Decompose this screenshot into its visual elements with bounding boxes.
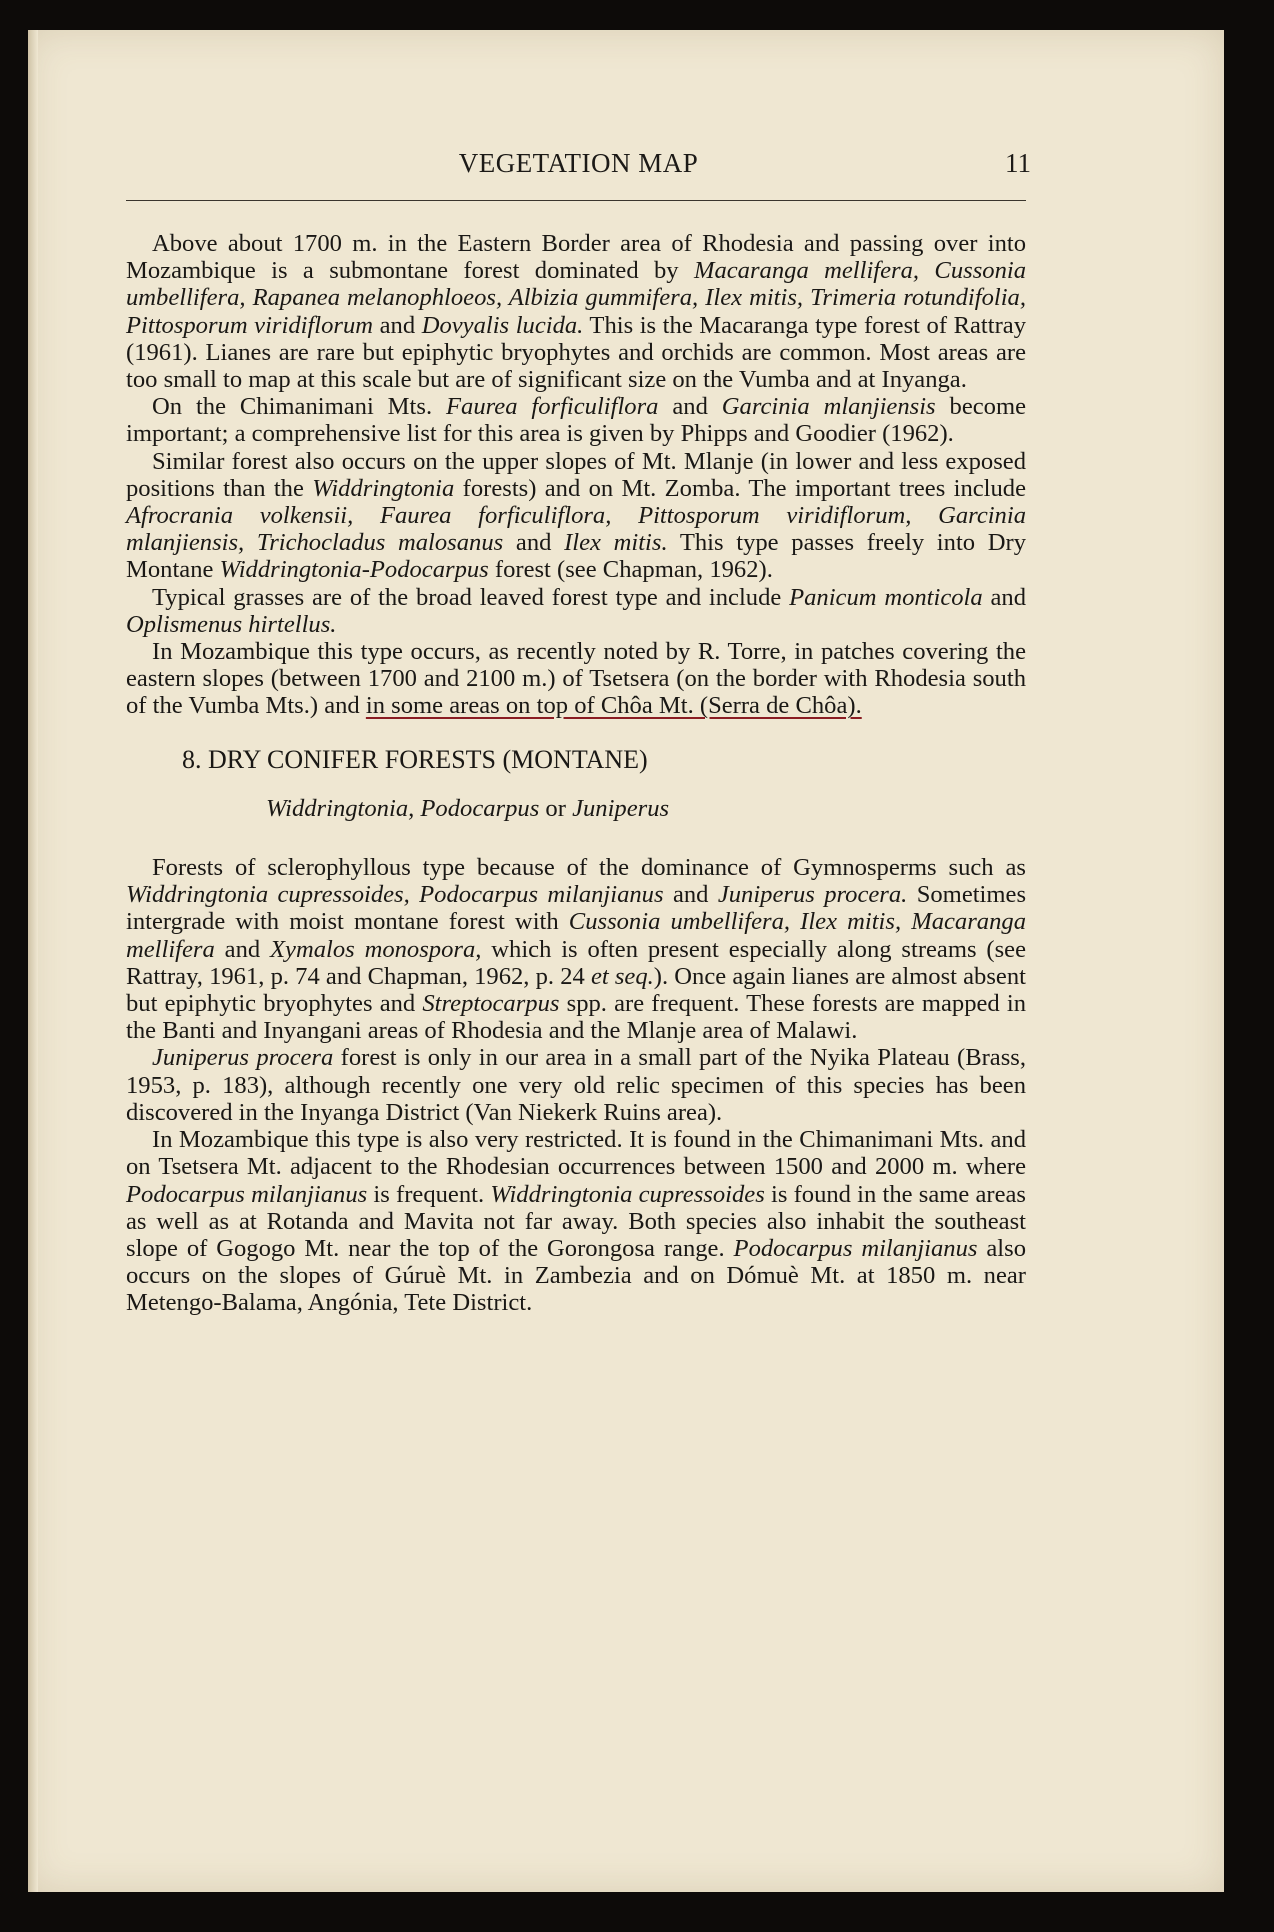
species-name: Widdringtonia cupressoides xyxy=(490,1180,765,1208)
paragraph-mlanje xyxy=(126,448,1026,584)
text-run: On the Chimanimani Mts. xyxy=(152,393,446,421)
paragraph-mozambique-restricted xyxy=(126,1126,1026,1316)
species-name: Panicum monticola xyxy=(789,583,983,611)
latin-abbrev: et seq. xyxy=(590,962,654,990)
text-run: forest is only in our area in a small part of the Nyika Plateau (Brass, 1953, p. 183), although recently one very old relic specimen of this species has been discovered in the Inyanga District (Van Niekerk Ruins area). xyxy=(126,1044,1027,1126)
species-list: Macaranga mellifera, Cussonia umbellifera, Rapanea melanophloeos, Albizia gummifera, Ilex mitis, Trimeria rotundifolia, Pittosporum viridiflorum xyxy=(126,257,1026,339)
text-run: and xyxy=(503,529,565,557)
species-name: Faurea forficuliflora xyxy=(446,393,659,421)
running-head xyxy=(126,148,1031,184)
section-heading: 8. DRY CONIFER FORESTS (MONTANE) xyxy=(182,744,648,774)
paragraph-submontane-forest xyxy=(126,230,1026,393)
text-run: and xyxy=(982,583,1026,611)
species-name: Widdringtonia-Podocarpus xyxy=(219,556,489,584)
species-name: Oplismenus hirtellus. xyxy=(126,610,337,638)
species-list: Afrocrania volkensii, Faurea forficuliflora, Pittosporum viridiflorum, Garcinia mlanjiensis, Trichocladus malosanus xyxy=(126,502,1026,557)
text-run: In Mozambique this type is also very restricted. It is found in the Chimanimani Mts. and on Tsetsera Mt. adjacent to the Rhodesian occurrences between 1500 and 2000 m. where xyxy=(126,1126,1026,1181)
text-run: spp. are frequent. These forests are mapped in the Banti and Inyangani areas of Rhodesia and the Mlanje area of Malawi. xyxy=(126,990,1026,1045)
species-name: Ilex mitis. xyxy=(564,529,668,557)
spacer xyxy=(126,822,1026,854)
species-list: Widdringtonia cupressoides, Podocarpus milanjianus xyxy=(126,881,664,909)
text-run: Sometimes intergrade with moist montane forest with xyxy=(126,881,1027,936)
genus-name: Streptocarpus xyxy=(422,990,560,1018)
species-name: Dovyalis lucida. xyxy=(421,311,584,339)
underlined-annotation: in some areas on top of Chôa Mt. (Serra de Chôa). xyxy=(365,692,862,720)
text-run: Above about 1700 m. in the Eastern Border area of Rhodesia and passing over into Mozambique is a submontane forest dominated by xyxy=(126,230,1026,285)
running-head-title: VEGETATION MAP xyxy=(458,148,699,178)
text-run: This is the Macaranga type forest of Rattray (1961). Lianes are rare but epiphytic bryophytes and orchids are common. Most areas are too small to map at this scale but are of significant size on the Vumba and at Inyanga. xyxy=(126,311,1026,394)
text-run: ). Once again lianes are almost absent but epiphytic bryophytes and xyxy=(126,962,1026,1018)
text-run: is found in the same areas as well as at Rotanda and Mavita not far away. Both species also inhabit the southeast slope of Gogogo Mt. near the top of the Gorongosa range. xyxy=(126,1180,1026,1262)
paragraph-mozambique-tsetsera xyxy=(126,638,1026,720)
species-name: Podocarpus milanjianus xyxy=(126,1180,368,1208)
text-run: become important; a comprehensive list for this area is given by Phipps and Goodier (1962). xyxy=(126,393,1026,448)
text-run: This type passes freely into Dry Montane xyxy=(126,529,1026,584)
text-run: and xyxy=(373,311,422,339)
text-run: which is often present especially along streams (see Rattray, 1961, p. 74 and Chapman, 1962, p. 24 xyxy=(126,935,1026,990)
text-run: Typical grasses are of the broad leaved forest type and include xyxy=(152,583,790,611)
section-subtitle xyxy=(126,795,1026,822)
paragraph-juniperus xyxy=(126,1044,1026,1126)
text-run: Forests of sclerophyllous type because of the dominance of Gymnosperms such as xyxy=(152,854,1026,882)
text-run: also occurs on the slopes of Gúruè Mt. in Zambezia and on Dómuè Mt. at 1850 m. near Metengo-Balama, Angónia, Tete District. xyxy=(126,1234,1026,1317)
species-name: Juniperus procera xyxy=(152,1044,334,1072)
genus-name: Juniperus xyxy=(572,794,670,822)
species-name: Juniperus procera. xyxy=(717,881,908,909)
header-rule xyxy=(126,200,1026,201)
species-name: Widdringtonia xyxy=(312,474,455,502)
text-run: and xyxy=(658,393,722,421)
page-number: 11 xyxy=(1005,148,1031,178)
species-list: Cussonia umbellifera, Ilex mitis, Macaranga mellifera xyxy=(126,908,1026,963)
paragraph-chimanimani xyxy=(126,393,1026,447)
species-name: Podocarpus milanjianus xyxy=(733,1234,978,1262)
paragraph-sclerophyllous-forests xyxy=(126,854,1026,1044)
text-run: forest (see Chapman, 1962). xyxy=(488,556,773,584)
text-run: In Mozambique this type occurs, as recently noted by R. Torre, in patches covering the eastern slopes (between 1700 and 2100 m.) of Tsetsera (on the border with Rhodesia south of the Vumba Mts.) and xyxy=(126,638,1026,720)
species-name: Garcinia mlanjiensis xyxy=(721,393,936,421)
page-edge-shadow xyxy=(28,30,38,1892)
text-run: and xyxy=(663,881,718,909)
text-run: Similar forest also occurs on the upper slopes of Mt. Mlanje (in lower and less exposed positions than the xyxy=(126,447,1026,502)
text-run: or xyxy=(539,794,573,822)
text-run: forests) and on Mt. Zomba. The important trees include xyxy=(454,474,1026,502)
text-run: is frequent. xyxy=(367,1180,491,1208)
body-text xyxy=(126,230,1026,1317)
text-run: and xyxy=(214,935,271,963)
genus-names: Widdringtonia, Podocarpus xyxy=(266,794,540,822)
paragraph-grasses xyxy=(126,584,1026,638)
species-name: Xymalos monospora, xyxy=(270,935,482,963)
